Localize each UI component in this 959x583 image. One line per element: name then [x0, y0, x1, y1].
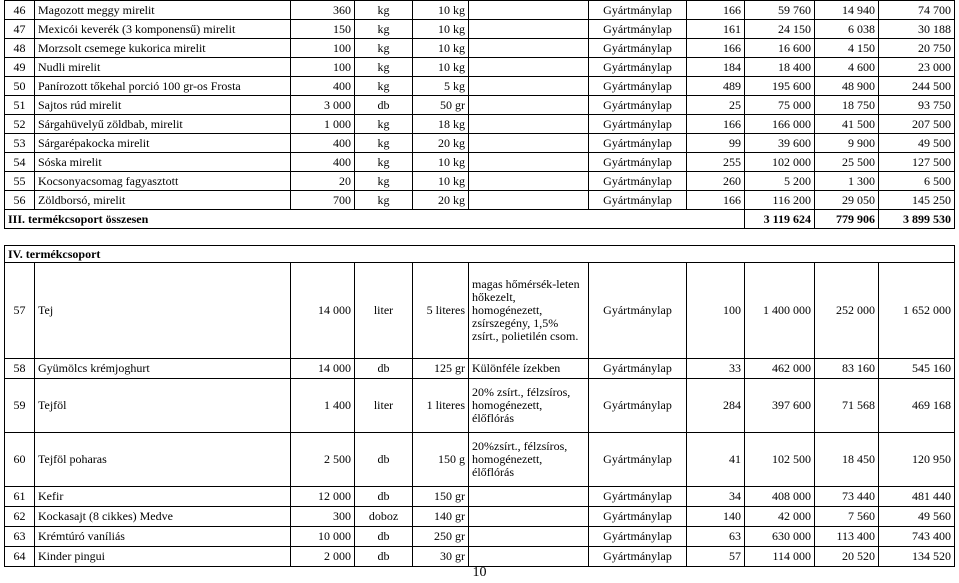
- group3-total-label: III. termékcsoport összesen: [5, 210, 745, 229]
- package: 150 gr: [413, 487, 469, 507]
- unit: kg: [355, 115, 413, 134]
- unit: db: [355, 547, 413, 567]
- product-name: Mexicói keverék (3 komponensű) mirelit: [35, 20, 291, 39]
- package: 18 kg: [413, 115, 469, 134]
- vat: 6 038: [815, 20, 879, 39]
- net-total: 462 000: [745, 359, 815, 379]
- note: [469, 547, 589, 567]
- product-name: Sóska mirelit: [35, 153, 291, 172]
- unit-price: 166: [687, 115, 745, 134]
- row-no: 47: [5, 20, 35, 39]
- note: [469, 527, 589, 547]
- note: [469, 39, 589, 58]
- note: [469, 487, 589, 507]
- quantity: 14 000: [291, 359, 355, 379]
- group3-total-gross: 3 899 530: [879, 210, 955, 229]
- unit-price: 260: [687, 172, 745, 191]
- row-no: 48: [5, 39, 35, 58]
- product-name: Kinder pingui: [35, 547, 291, 567]
- unit: kg: [355, 39, 413, 58]
- package: 10 kg: [413, 172, 469, 191]
- row-no: 53: [5, 134, 35, 153]
- group3-total-vat: 779 906: [815, 210, 879, 229]
- spec-sheet: Gyártmánylap: [589, 20, 687, 39]
- unit-price: 41: [687, 433, 745, 487]
- table-row: [5, 379, 955, 433]
- package: 50 gr: [413, 96, 469, 115]
- product-name: Zöldborsó, mirelit: [35, 191, 291, 210]
- table-row: [5, 153, 955, 172]
- vat: 18 750: [815, 96, 879, 115]
- package: 20 kg: [413, 191, 469, 210]
- net-total: 408 000: [745, 487, 815, 507]
- net-total: 114 000: [745, 547, 815, 567]
- vat: 1 300: [815, 172, 879, 191]
- row-no: 50: [5, 77, 35, 96]
- vat: 9 900: [815, 134, 879, 153]
- net-total: 166 000: [745, 115, 815, 134]
- row-no: 62: [5, 507, 35, 527]
- note: [469, 58, 589, 77]
- gross-total: 743 400: [879, 527, 955, 547]
- product-table: [4, 0, 955, 567]
- quantity: 14 000: [291, 263, 355, 359]
- unit: kg: [355, 191, 413, 210]
- unit-price: 25: [687, 96, 745, 115]
- vat: 4 150: [815, 39, 879, 58]
- page-number: 10: [472, 565, 487, 580]
- net-total: 116 200: [745, 191, 815, 210]
- unit-price: 99: [687, 134, 745, 153]
- unit-price: 284: [687, 379, 745, 433]
- vat: 4 600: [815, 58, 879, 77]
- quantity: 700: [291, 191, 355, 210]
- quantity: 400: [291, 153, 355, 172]
- unit-price: 140: [687, 507, 745, 527]
- group3-rows: [5, 1, 955, 210]
- package: 140 gr: [413, 507, 469, 527]
- spec-sheet: Gyártmánylap: [589, 134, 687, 153]
- table-row: [5, 433, 955, 487]
- note: 20% zsírt., félzsíros, homogénezett, élőflórás: [469, 379, 589, 433]
- package: 10 kg: [413, 1, 469, 20]
- quantity: 1 400: [291, 379, 355, 433]
- spec-sheet: Gyártmánylap: [589, 77, 687, 96]
- row-no: 52: [5, 115, 35, 134]
- net-total: 630 000: [745, 527, 815, 547]
- table-row: [5, 1, 955, 20]
- unit-price: 34: [687, 487, 745, 507]
- quantity: 2 500: [291, 433, 355, 487]
- package: 10 kg: [413, 20, 469, 39]
- gross-total: 207 500: [879, 115, 955, 134]
- gross-total: 93 750: [879, 96, 955, 115]
- unit: kg: [355, 153, 413, 172]
- unit-price: 489: [687, 77, 745, 96]
- quantity: 400: [291, 134, 355, 153]
- vat: 48 900: [815, 77, 879, 96]
- product-name: Sajtos rúd mirelit: [35, 96, 291, 115]
- vat: 18 450: [815, 433, 879, 487]
- unit-price: 166: [687, 1, 745, 20]
- row-no: 63: [5, 527, 35, 547]
- vat: 14 940: [815, 1, 879, 20]
- spec-sheet: Gyártmánylap: [589, 487, 687, 507]
- net-total: 24 150: [745, 20, 815, 39]
- unit-price: 57: [687, 547, 745, 567]
- unit: liter: [355, 379, 413, 433]
- gross-total: 23 000: [879, 58, 955, 77]
- row-no: 56: [5, 191, 35, 210]
- gross-total: 481 440: [879, 487, 955, 507]
- net-total: 75 000: [745, 96, 815, 115]
- quantity: 10 000: [291, 527, 355, 547]
- table-row: [5, 134, 955, 153]
- row-no: 59: [5, 379, 35, 433]
- group4-rows: [5, 263, 955, 567]
- table-row: [5, 263, 955, 359]
- row-no: 60: [5, 433, 35, 487]
- unit-price: 255: [687, 153, 745, 172]
- net-total: 42 000: [745, 507, 815, 527]
- table-row: [5, 191, 955, 210]
- quantity: 400: [291, 77, 355, 96]
- net-total: 102 500: [745, 433, 815, 487]
- row-no: 54: [5, 153, 35, 172]
- product-name: Sárgarépakocka mirelit: [35, 134, 291, 153]
- spec-sheet: Gyártmánylap: [589, 547, 687, 567]
- package: 10 kg: [413, 39, 469, 58]
- table-row: [5, 20, 955, 39]
- package: 150 g: [413, 433, 469, 487]
- quantity: 1 000: [291, 115, 355, 134]
- vat: 252 000: [815, 263, 879, 359]
- table-row: [5, 96, 955, 115]
- net-total: 102 000: [745, 153, 815, 172]
- spec-sheet: Gyártmánylap: [589, 96, 687, 115]
- spec-sheet: Gyártmánylap: [589, 507, 687, 527]
- spec-sheet: Gyártmánylap: [589, 58, 687, 77]
- table-row: [5, 39, 955, 58]
- note: [469, 172, 589, 191]
- note: [469, 191, 589, 210]
- spec-sheet: Gyártmánylap: [589, 39, 687, 58]
- unit-price: 161: [687, 20, 745, 39]
- spec-sheet: Gyártmánylap: [589, 172, 687, 191]
- vat: 7 560: [815, 507, 879, 527]
- net-total: 59 760: [745, 1, 815, 20]
- product-name: Kockasajt (8 cikkes) Medve: [35, 507, 291, 527]
- unit-price: 184: [687, 58, 745, 77]
- note: 20%zsírt., félzsíros, homogénezett, élőflórás: [469, 433, 589, 487]
- net-total: 195 600: [745, 77, 815, 96]
- quantity: 100: [291, 58, 355, 77]
- unit: liter: [355, 263, 413, 359]
- net-total: 397 600: [745, 379, 815, 433]
- vat: 29 050: [815, 191, 879, 210]
- table-row: [5, 507, 955, 527]
- gross-total: 1 652 000: [879, 263, 955, 359]
- note: [469, 134, 589, 153]
- unit: db: [355, 487, 413, 507]
- group4-header-row: [5, 246, 955, 263]
- spec-sheet: Gyártmánylap: [589, 433, 687, 487]
- spacer-row: [5, 229, 955, 246]
- vat: 25 500: [815, 153, 879, 172]
- table-row: [5, 115, 955, 134]
- quantity: 2 000: [291, 547, 355, 567]
- unit-price: 63: [687, 527, 745, 547]
- gross-total: 30 188: [879, 20, 955, 39]
- gross-total: 469 168: [879, 379, 955, 433]
- product-name: Kefir: [35, 487, 291, 507]
- spec-sheet: Gyártmánylap: [589, 191, 687, 210]
- product-name: Tej: [35, 263, 291, 359]
- quantity: 360: [291, 1, 355, 20]
- quantity: 150: [291, 20, 355, 39]
- note: [469, 507, 589, 527]
- unit: kg: [355, 77, 413, 96]
- quantity: 20: [291, 172, 355, 191]
- note: [469, 115, 589, 134]
- quantity: 12 000: [291, 487, 355, 507]
- unit: kg: [355, 172, 413, 191]
- package: 1 literes: [413, 379, 469, 433]
- unit: kg: [355, 20, 413, 39]
- package: 10 kg: [413, 58, 469, 77]
- package: 250 gr: [413, 527, 469, 547]
- spec-sheet: Gyártmánylap: [589, 153, 687, 172]
- spec-sheet: Gyártmánylap: [589, 527, 687, 547]
- net-total: 39 600: [745, 134, 815, 153]
- row-no: 61: [5, 487, 35, 507]
- table-row: [5, 77, 955, 96]
- gross-total: 134 520: [879, 547, 955, 567]
- note: magas hőmérsék-leten hőkezelt, homogénezett, zsírszegény, 1,5% zsírt., polietilén csom.: [469, 263, 589, 359]
- vat: 20 520: [815, 547, 879, 567]
- note: [469, 153, 589, 172]
- gross-total: 20 750: [879, 39, 955, 58]
- net-total: 1 400 000: [745, 263, 815, 359]
- product-name: Tejföl poharas: [35, 433, 291, 487]
- unit: kg: [355, 1, 413, 20]
- vat: 83 160: [815, 359, 879, 379]
- gross-total: 145 250: [879, 191, 955, 210]
- unit: doboz: [355, 507, 413, 527]
- table-row: [5, 527, 955, 547]
- product-name: Magozott meggy mirelit: [35, 1, 291, 20]
- row-no: 58: [5, 359, 35, 379]
- spec-sheet: Gyártmánylap: [589, 379, 687, 433]
- product-name: Nudli mirelit: [35, 58, 291, 77]
- gross-total: 127 500: [879, 153, 955, 172]
- gross-total: 545 160: [879, 359, 955, 379]
- unit: db: [355, 527, 413, 547]
- note: [469, 96, 589, 115]
- gross-total: 244 500: [879, 77, 955, 96]
- quantity: 100: [291, 39, 355, 58]
- gross-total: 6 500: [879, 172, 955, 191]
- group3-total-row: [5, 210, 955, 229]
- product-name: Kocsonyacsomag fagyasztott: [35, 172, 291, 191]
- unit: db: [355, 433, 413, 487]
- row-no: 46: [5, 1, 35, 20]
- group3-total: [5, 210, 955, 263]
- group4-header: IV. termékcsoport: [5, 246, 955, 263]
- unit-price: 166: [687, 191, 745, 210]
- spec-sheet: Gyártmánylap: [589, 115, 687, 134]
- net-total: 5 200: [745, 172, 815, 191]
- package: 10 kg: [413, 153, 469, 172]
- vat: 41 500: [815, 115, 879, 134]
- note: Különféle ízekben: [469, 359, 589, 379]
- package: 5 kg: [413, 77, 469, 96]
- gross-total: 120 950: [879, 433, 955, 487]
- table-row: [5, 172, 955, 191]
- unit-price: 100: [687, 263, 745, 359]
- product-name: Panírozott tőkehal porció 100 gr-os Frosta: [35, 77, 291, 96]
- gross-total: 49 500: [879, 134, 955, 153]
- row-no: 51: [5, 96, 35, 115]
- package: 5 literes: [413, 263, 469, 359]
- vat: 113 400: [815, 527, 879, 547]
- row-no: 55: [5, 172, 35, 191]
- spec-sheet: Gyártmánylap: [589, 263, 687, 359]
- net-total: 18 400: [745, 58, 815, 77]
- table-row: [5, 547, 955, 567]
- unit-price: 166: [687, 39, 745, 58]
- package: 125 gr: [413, 359, 469, 379]
- package: 20 kg: [413, 134, 469, 153]
- note: [469, 20, 589, 39]
- unit: db: [355, 359, 413, 379]
- unit: kg: [355, 134, 413, 153]
- quantity: 300: [291, 507, 355, 527]
- gross-total: 49 560: [879, 507, 955, 527]
- table-row: [5, 487, 955, 507]
- net-total: 16 600: [745, 39, 815, 58]
- spec-sheet: Gyártmánylap: [589, 359, 687, 379]
- vat: 71 568: [815, 379, 879, 433]
- gross-total: 74 700: [879, 1, 955, 20]
- unit-price: 33: [687, 359, 745, 379]
- table-row: [5, 58, 955, 77]
- spec-sheet: Gyártmánylap: [589, 1, 687, 20]
- product-name: Morzsolt csemege kukorica mirelit: [35, 39, 291, 58]
- row-no: 64: [5, 547, 35, 567]
- note: [469, 77, 589, 96]
- product-name: Sárgahüvelyű zöldbab, mirelit: [35, 115, 291, 134]
- row-no: 49: [5, 58, 35, 77]
- vat: 73 440: [815, 487, 879, 507]
- quantity: 3 000: [291, 96, 355, 115]
- unit: kg: [355, 58, 413, 77]
- table-row: [5, 359, 955, 379]
- product-name: Tejföl: [35, 379, 291, 433]
- row-no: 57: [5, 263, 35, 359]
- group3-total-net: 3 119 624: [745, 210, 815, 229]
- note: [469, 1, 589, 20]
- package: 30 gr: [413, 547, 469, 567]
- unit: db: [355, 96, 413, 115]
- product-name: Krémtúró vaníliás: [35, 527, 291, 547]
- product-name: Gyümölcs krémjoghurt: [35, 359, 291, 379]
